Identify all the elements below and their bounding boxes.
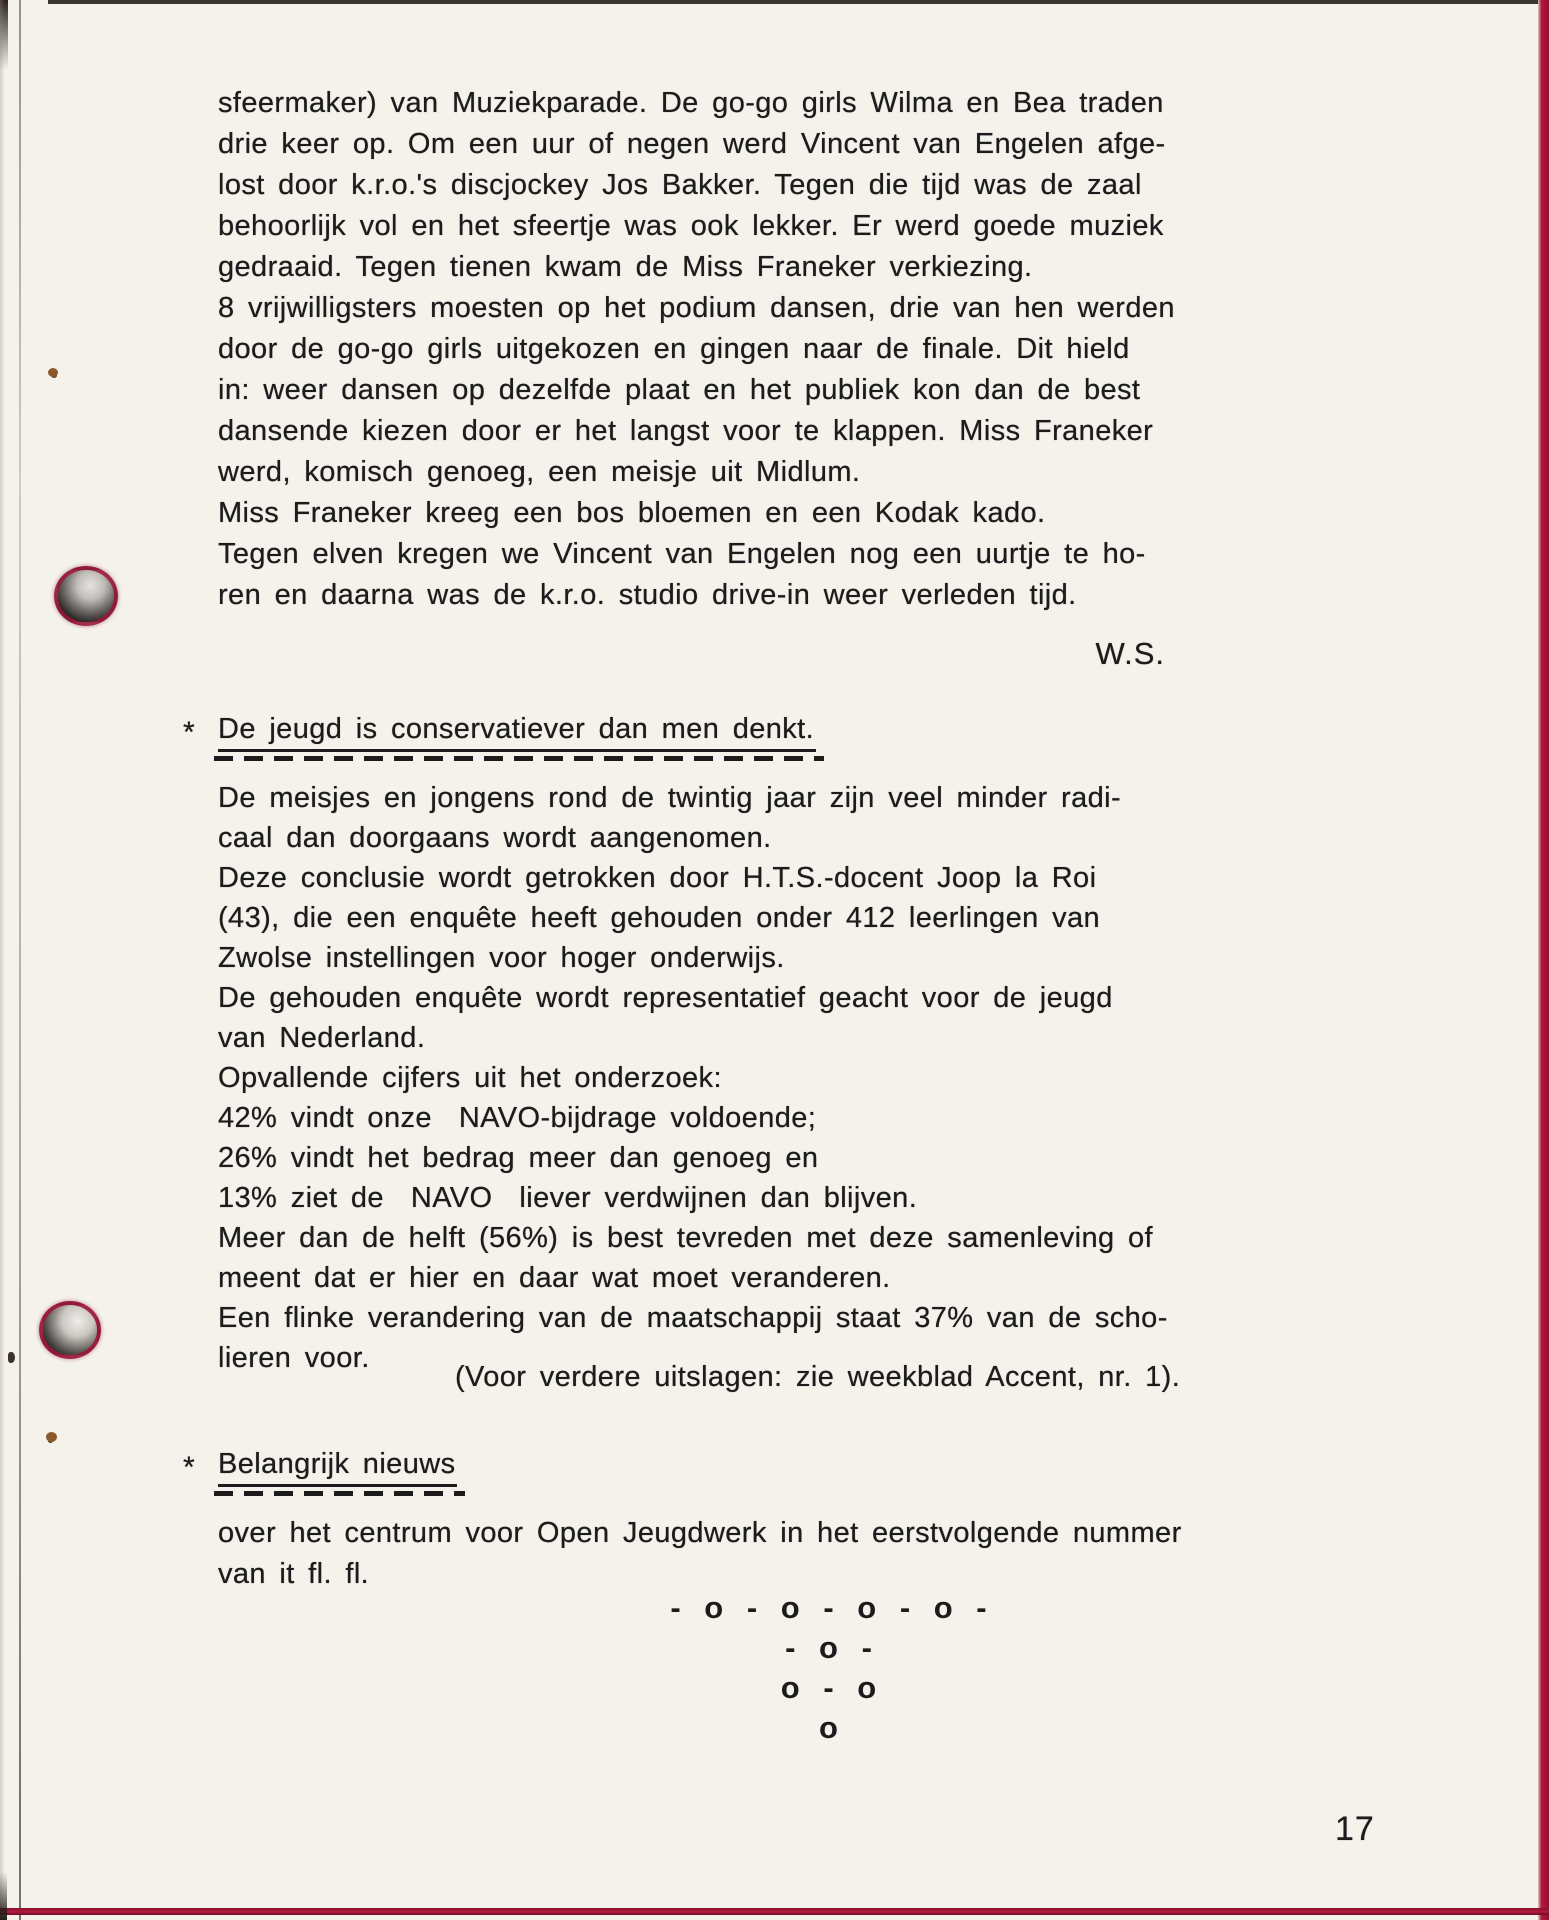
text-line: De meisjes en jongens rond de twintig jaar zijn veel minder radi-: [218, 782, 1122, 814]
text-line: ren en daarna was de k.r.o. studio drive-in weer verleden tijd.: [218, 579, 1077, 611]
section-title: De jeugd is conservatiever dan men denkt.: [218, 712, 816, 752]
binder-hole-bottom-icon: [39, 1301, 101, 1359]
text-line: door de go-go girls uitgekozen en gingen naar de finale. Dit hield: [218, 333, 1130, 365]
binder-hole-top-icon: [54, 566, 118, 626]
text-line: over het centrum voor Open Jeugdwerk in het eerstvolgende nummer: [218, 1517, 1182, 1549]
text-line: drie keer op. Om een uur of negen werd Vincent van Engelen afge-: [218, 128, 1166, 160]
text-line: 42% vindt onze NAVO-bijdrage voldoende;: [218, 1102, 817, 1134]
section-body-nieuws: [218, 1513, 1182, 1595]
divider-line: - o -: [785, 1630, 875, 1665]
page-crease-line: [19, 0, 21, 1920]
page-number: 17: [1335, 1810, 1375, 1848]
section-header-nieuws: [183, 1447, 457, 1487]
staple-mark-icon: [46, 1432, 57, 1442]
text-line: Opvallende cijfers uit het onderzoek:: [218, 1062, 722, 1094]
paper-flaw-icon: [8, 1352, 15, 1363]
scan-top-edge: [48, 0, 1549, 4]
text-line: lost door k.r.o.'s discjockey Jos Bakker. Tegen die tijd was de zaal: [218, 169, 1142, 201]
text-line: lieren voor.: [218, 1342, 370, 1374]
section-header-jeugd: [183, 712, 816, 752]
article-intro-paragraph: [218, 83, 1175, 616]
divider-line: - o - o - o - o -: [670, 1590, 990, 1625]
staple-mark-icon: [48, 368, 58, 377]
text-line: meent dat er hier en daar wat moet veranderen.: [218, 1262, 891, 1294]
text-line: dansende kiezen door er het langst voor te klappen. Miss Franeker: [218, 415, 1154, 447]
text-line: gedraaid. Tegen tienen kwam de Miss Franeker verkiezing.: [218, 251, 1033, 283]
text-line: 13% ziet de NAVO liever verdwijnen dan blijven.: [218, 1182, 918, 1214]
divider-line: o: [819, 1710, 841, 1745]
text-line: 26% vindt het bedrag meer dan genoeg en: [218, 1142, 819, 1174]
text-line: Deze conclusie wordt getrokken door H.T.S.-docent Joop la Roi: [218, 862, 1097, 894]
scan-bottom-left-shadow: [0, 1872, 7, 1920]
text-line: (43), die een enquête heeft gehouden onder 412 leerlingen van: [218, 902, 1101, 934]
text-line: Een flinke verandering van de maatschappij staat 37% van de scho-: [218, 1302, 1168, 1334]
text-line: behoorlijk vol en het sfeertje was ook lekker. Er werd goede muziek: [218, 210, 1164, 242]
text-line: Miss Franeker kreeg een bos bloemen en een Kodak kado.: [218, 497, 1046, 529]
author-signature: W.S.: [1095, 636, 1165, 671]
red-cover-edge-bottom: [0, 1908, 1549, 1915]
text-line: Meer dan de helft (56%) is best tevreden met deze samenleving of: [218, 1222, 1153, 1254]
text-line: caal dan doorgaans wordt aangenomen.: [218, 822, 772, 854]
section-title: Belangrijk nieuws: [218, 1447, 457, 1487]
text-line: Zwolse instellingen voor hoger onderwijs.: [218, 942, 785, 974]
asterisk-bullet-icon: *: [183, 716, 195, 749]
text-line: werd, komisch genoeg, een meisje uit Midlum.: [218, 456, 861, 488]
section-body-jeugd: [218, 778, 1180, 1398]
text-line: sfeermaker) van Muziekparade. De go-go girls Wilma en Bea traden: [218, 87, 1164, 119]
typewriter-ornament-divider: [455, 1588, 1205, 1748]
red-cover-edge-right: [1538, 0, 1549, 1920]
text-line: van it fl. fl.: [218, 1558, 370, 1590]
text-line: Tegen elven kregen we Vincent van Engelen nog een uurtje te ho-: [218, 538, 1146, 570]
text-line: van Nederland.: [218, 1022, 426, 1054]
section-body-lines: [218, 778, 1180, 1378]
divider-line: o - o: [780, 1670, 880, 1705]
text-line: De gehouden enquête wordt representatief geacht voor de jeugd: [218, 982, 1113, 1014]
survey-source-footnote: (Voor verdere uitslagen: zie weekblad Accent, nr. 1).: [455, 1361, 1181, 1393]
page-left-edge-shadow: [0, 0, 5, 1920]
asterisk-bullet-icon: *: [183, 1451, 195, 1484]
text-line: in: weer dansen op dezelfde plaat en het publiek kon dan de best: [218, 374, 1141, 406]
text-line: 8 vrijwilligsters moesten op het podium dansen, drie van hen werden: [218, 292, 1175, 324]
